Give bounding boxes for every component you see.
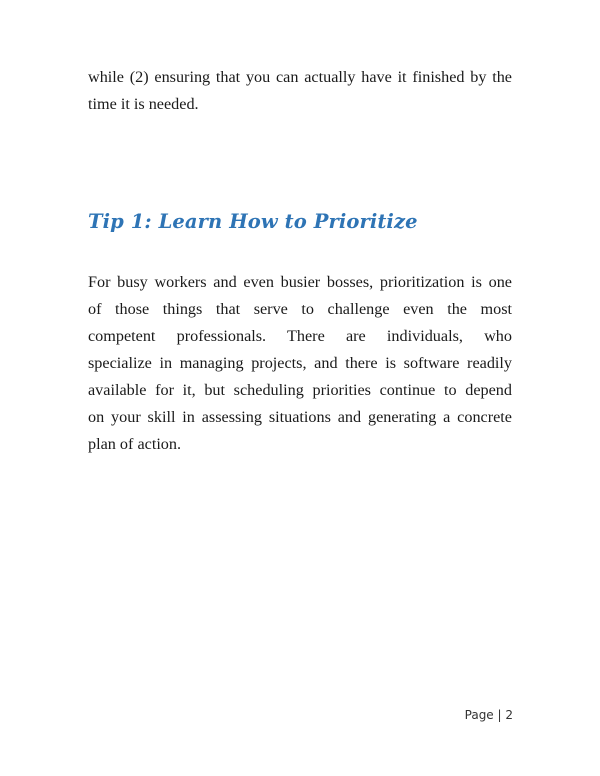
paragraph-line: competent professionals. There are individuals, who	[88, 327, 512, 345]
section-heading: Tip 1: Learn How to Prioritize	[88, 210, 418, 233]
paragraph-line: For busy workers and even busier bosses, prioritization is one	[88, 273, 512, 291]
section-paragraph	[88, 269, 512, 458]
paragraph-line: available for it, but scheduling priorities continue to depend	[88, 381, 512, 399]
continuation-paragraph	[88, 64, 512, 118]
paragraph-line: time it is needed.	[88, 95, 199, 113]
page-number: Page | 2	[464, 708, 513, 722]
paragraph-line: while (2) ensuring that you can actually have it finished by the	[88, 68, 512, 86]
paragraph-line: on your skill in assessing situations and generating a concrete	[88, 408, 512, 426]
paragraph-line: plan of action.	[88, 435, 182, 453]
paragraph-line: of those things that serve to challenge even the most	[88, 300, 512, 318]
paragraph-line: specialize in managing projects, and there is software readily	[88, 354, 512, 372]
